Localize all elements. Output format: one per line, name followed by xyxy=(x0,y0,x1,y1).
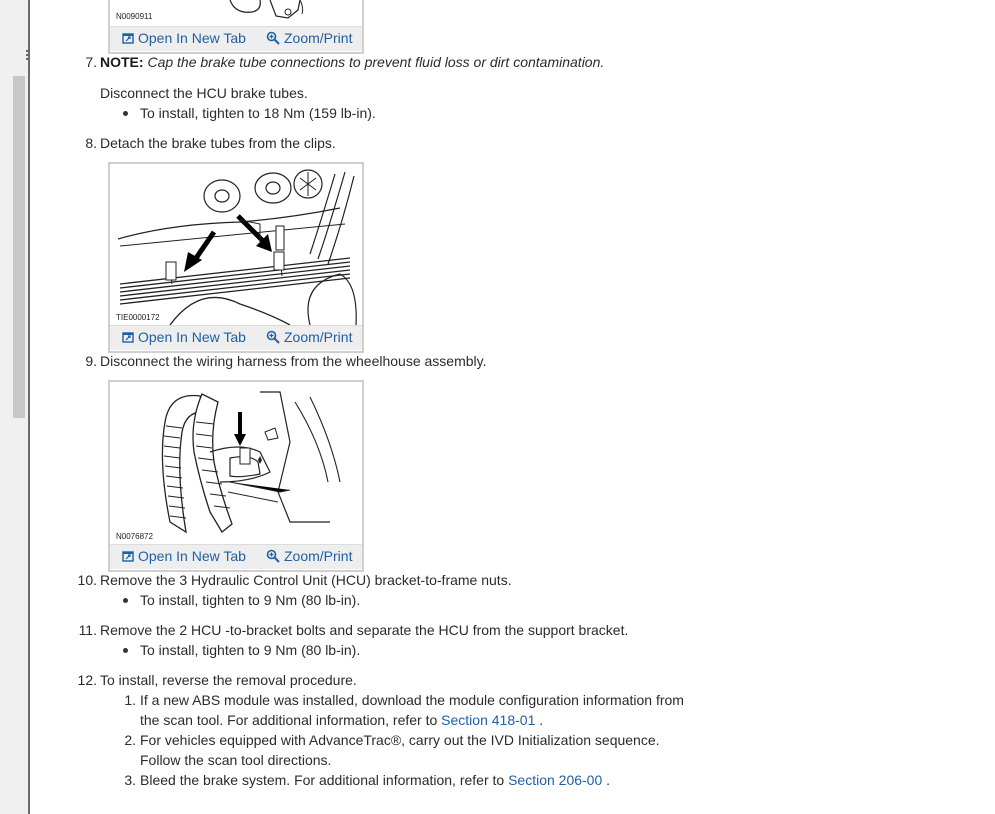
open-in-new-tab-label: Open In New Tab xyxy=(138,548,246,564)
step-11-text: Remove the 2 HCU -to-bracket bolts and separate the HCU from the support bracket. xyxy=(100,622,629,638)
figure-image xyxy=(110,0,362,26)
bullet xyxy=(123,648,128,653)
open-in-new-tab-button[interactable] xyxy=(122,329,246,346)
figure-n0076872 xyxy=(108,380,364,572)
step-number: 8. xyxy=(85,135,97,151)
open-in-new-tab-icon xyxy=(122,549,134,565)
magnifier-icon xyxy=(266,330,280,347)
open-in-new-tab-label: Open In New Tab xyxy=(138,329,246,345)
substep-1-punct: . xyxy=(535,712,544,728)
figure-toolbar xyxy=(110,325,362,350)
section-206-00-link[interactable]: Section 206-00 xyxy=(508,772,603,788)
figure-tie0000172 xyxy=(108,162,364,353)
zoom-print-button[interactable] xyxy=(266,30,352,48)
step-number: 9. xyxy=(85,353,97,369)
substep-3-line1 xyxy=(140,771,610,789)
step-11-install-torque: To install, tighten to 9 Nm (80 lb-in). xyxy=(140,642,361,658)
magnifier-icon xyxy=(266,31,280,48)
zoom-print-label: Zoom/Print xyxy=(284,548,353,564)
figure-toolbar xyxy=(110,544,362,569)
zoom-print-label: Zoom/Print xyxy=(284,329,353,345)
substep-number: 2. xyxy=(124,732,136,748)
brake-tube-clips-illustration xyxy=(110,164,362,325)
step-10-install-torque: To install, tighten to 9 Nm (80 lb-in). xyxy=(140,592,361,608)
step-number: 12. xyxy=(77,672,97,688)
bullet xyxy=(123,111,128,116)
figure-toolbar xyxy=(110,26,362,51)
substep-number: 1. xyxy=(124,692,136,708)
step-number: 10. xyxy=(77,572,97,588)
substep-1-line2 xyxy=(140,711,543,729)
step-number: 7. xyxy=(85,54,97,70)
wiring-harness-illustration xyxy=(110,382,362,544)
bullet xyxy=(123,598,128,603)
step-9-text: Disconnect the wiring harness from the wheelhouse assembly. xyxy=(100,353,487,369)
substep-number: 3. xyxy=(124,772,136,788)
magnifier-icon xyxy=(266,549,280,566)
step-10-text: Remove the 3 Hydraulic Control Unit (HCU) bracket-to-frame nuts. xyxy=(100,572,512,588)
substep-1-line1: If a new ABS module was installed, download the module configuration information from xyxy=(140,692,684,708)
zoom-print-button[interactable] xyxy=(266,329,352,347)
open-in-new-tab-icon xyxy=(122,31,134,47)
open-in-new-tab-icon xyxy=(122,330,134,346)
substep-3-punct: . xyxy=(602,772,611,788)
zoom-print-button[interactable] xyxy=(266,548,352,566)
open-in-new-tab-label: Open In New Tab xyxy=(138,30,246,46)
zoom-print-label: Zoom/Print xyxy=(284,30,353,46)
step-8-text: Detach the brake tubes from the clips. xyxy=(100,135,336,151)
figure-n0090911 xyxy=(108,0,364,54)
note-text: Cap the brake tube connections to prevent fluid loss or dirt contamination. xyxy=(143,54,605,70)
substep-1-text: the scan tool. For additional information, refer to xyxy=(140,712,442,728)
open-in-new-tab-button[interactable] xyxy=(122,30,246,47)
step-7-text: Disconnect the HCU brake tubes. xyxy=(100,85,308,101)
substep-2-line2: Follow the scan tool directions. xyxy=(140,752,332,768)
figure-image xyxy=(110,164,362,325)
figure-id: TIE0000172 xyxy=(116,313,160,322)
note-label: NOTE: xyxy=(100,54,144,70)
substep-2-line1: For vehicles equipped with AdvanceTrac®, carry out the IVD Initialization sequence. xyxy=(140,732,660,748)
step-number: 11. xyxy=(78,622,97,638)
open-in-new-tab-button[interactable] xyxy=(122,548,246,565)
step-7-note xyxy=(100,53,604,71)
figure-image xyxy=(110,382,362,544)
figure-id: N0090911 xyxy=(116,12,153,21)
step-12-text: To install, reverse the removal procedure. xyxy=(100,672,357,688)
step-7-install-torque: To install, tighten to 18 Nm (159 lb-in). xyxy=(140,105,376,121)
figure-id: N0076872 xyxy=(116,532,153,541)
substep-3-text: Bleed the brake system. For additional information, refer to xyxy=(140,772,509,788)
section-418-01-link[interactable]: Section 418-01 xyxy=(441,712,536,728)
